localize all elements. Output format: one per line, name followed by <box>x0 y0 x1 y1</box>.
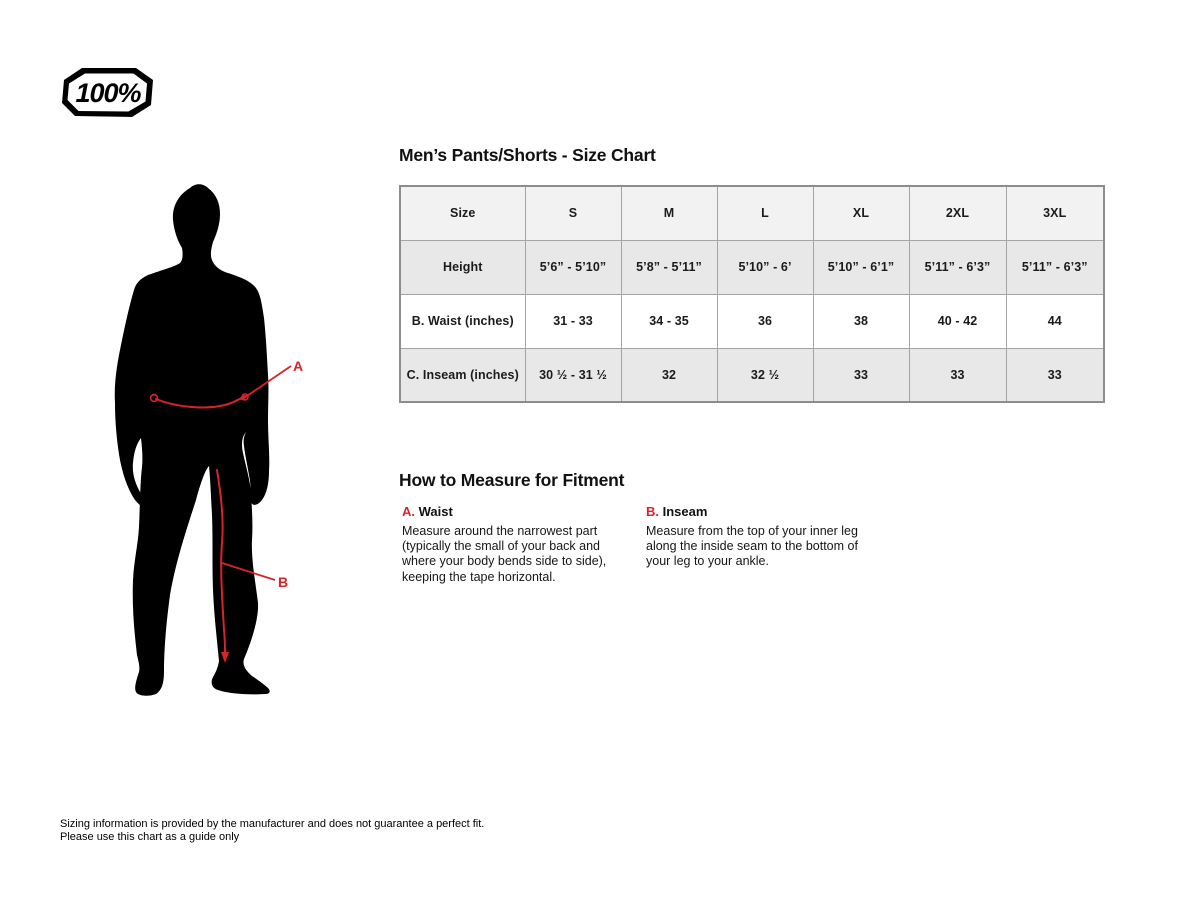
table-row-height <box>400 240 1104 294</box>
measure-desc-inseam: Measure from the top of your inner leg along the inside seam to the bottom of your leg to your ankle. <box>646 524 858 569</box>
waist-cell: 38 <box>813 294 909 348</box>
measure-item-waist-heading <box>402 504 636 519</box>
measure-letter-a: A. <box>402 504 415 519</box>
size-chart-title: Men’s Pants/Shorts - Size Chart <box>399 145 656 165</box>
inseam-cell: 33 <box>813 348 909 402</box>
waist-label-a: A <box>293 358 304 374</box>
logo-text: 100% <box>75 78 141 108</box>
column-header-l: L <box>717 186 813 240</box>
inseam-cell: 32 ½ <box>717 348 813 402</box>
measure-item-inseam-heading <box>646 504 868 519</box>
footer-line-1: Sizing information is provided by the manufacturer and does not guarantee a perfect fit. <box>60 818 485 830</box>
inseam-cell: 33 <box>909 348 1006 402</box>
body-silhouette <box>115 184 270 695</box>
column-header-size: Size <box>400 186 525 240</box>
height-cell: 5’10” - 6’ <box>717 240 813 294</box>
measure-name-inseam: Inseam <box>662 504 708 519</box>
column-header-m: M <box>621 186 717 240</box>
column-header-xl: XL <box>813 186 909 240</box>
column-header-s: S <box>525 186 621 240</box>
height-cell: 5’11” - 6’3” <box>1006 240 1104 294</box>
size-chart-table <box>399 185 1105 403</box>
row-label-height: Height <box>400 240 525 294</box>
measure-letter-b: B. <box>646 504 659 519</box>
inseam-cell: 30 ½ - 31 ½ <box>525 348 621 402</box>
brand-logo <box>62 68 153 117</box>
measure-desc-waist: Measure around the narrowest part (typically the small of your back and where your body bends side to side), keeping the tape horizontal. <box>402 524 607 584</box>
footer-line-2: Please use this chart as a guide only <box>60 830 240 843</box>
waist-cell: 31 - 33 <box>525 294 621 348</box>
measure-item-waist <box>402 504 636 585</box>
waist-cell: 36 <box>717 294 813 348</box>
measure-item-inseam <box>646 504 868 570</box>
measure-name-waist: Waist <box>418 504 453 519</box>
table-row-size <box>400 186 1104 240</box>
footer-disclaimer <box>60 818 484 843</box>
table-row-inseam <box>400 348 1104 402</box>
height-cell: 5’11” - 6’3” <box>909 240 1006 294</box>
row-label-inseam: C. Inseam (inches) <box>400 348 525 402</box>
measure-section-title: How to Measure for Fitment <box>399 470 625 490</box>
table-row-waist <box>400 294 1104 348</box>
column-header-2xl: 2XL <box>909 186 1006 240</box>
height-cell: 5’6” - 5’10” <box>525 240 621 294</box>
waist-cell: 34 - 35 <box>621 294 717 348</box>
inseam-cell: 33 <box>1006 348 1104 402</box>
height-cell: 5’8” - 5’11” <box>621 240 717 294</box>
figure-silhouette <box>100 175 320 710</box>
column-header-3xl: 3XL <box>1006 186 1104 240</box>
height-cell: 5’10” - 6’1” <box>813 240 909 294</box>
waist-cell: 44 <box>1006 294 1104 348</box>
waist-cell: 40 - 42 <box>909 294 1006 348</box>
row-label-waist: B. Waist (inches) <box>400 294 525 348</box>
inseam-label-b: B <box>278 574 289 590</box>
inseam-cell: 32 <box>621 348 717 402</box>
